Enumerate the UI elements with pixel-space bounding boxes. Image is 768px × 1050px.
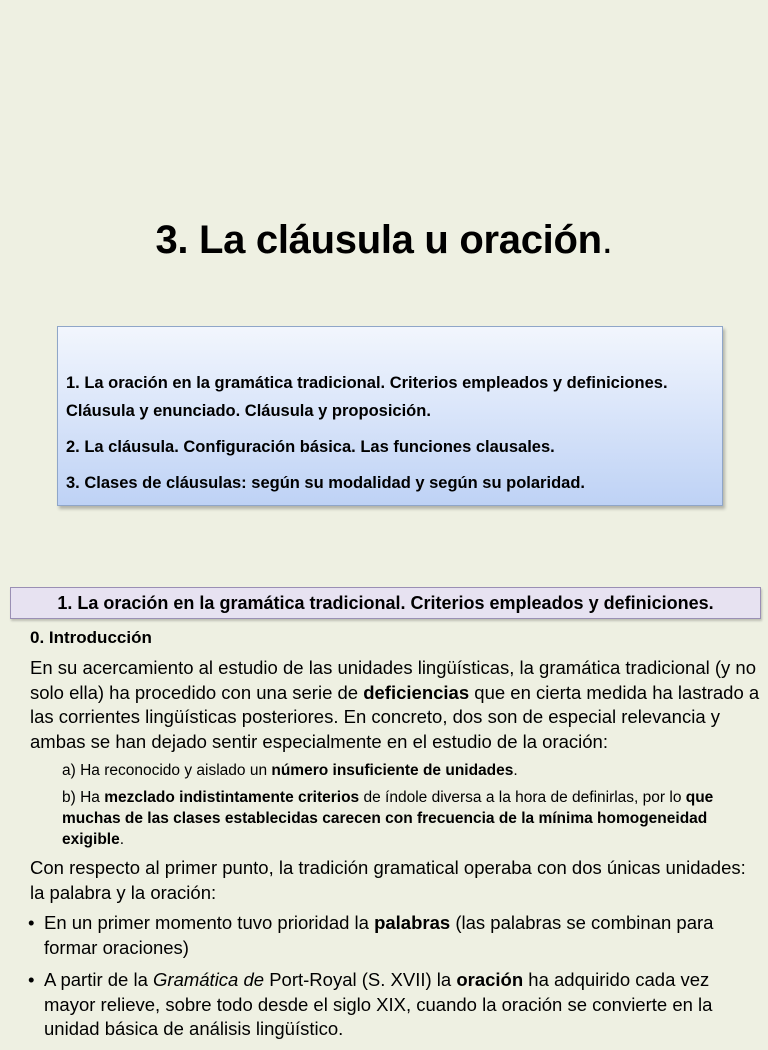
title-dot: . (601, 218, 613, 262)
bullet-icon: • (28, 912, 35, 933)
bullet-item-oracion: • A partir de la Gramática de Port-Royal (S. XVII) la oración ha adquirido cada vez mayor relieve, sobre todo desde el siglo XIX, cuando la oración se convierte en la unidad básica de análisis lingüístico. (28, 969, 713, 1039)
bullet-icon: • (28, 969, 35, 990)
toc-item-3: 3. Clases de cláusulas: según su modalidad y según su polaridad. (66, 474, 585, 492)
point-a: a) Ha reconocido y aislado un número insuficiente de unidades. (62, 762, 518, 779)
table-of-contents (57, 326, 723, 506)
point-b: b) Ha mezclado indistintamente criterios de índole diversa a la hora de definirlas, por lo que muchas de las clases establecidas carecen con frecuencia de la mínima homogeneidad exigible. (62, 789, 714, 848)
subheading: 0. Introducción (30, 628, 152, 647)
section-content (30, 626, 760, 1050)
units-paragraph: Con respecto al primer punto, la tradición gramatical operaba con dos únicas unidades: la palabra y la oración: (30, 857, 746, 903)
section-heading: 1. La oración en la gramática tradicional. Criterios empleados y definiciones. (10, 587, 761, 619)
toc-item-2: 2. La cláusula. Configuración básica. Las funciones clausales. (66, 438, 555, 456)
toc-item-1: 1. La oración en la gramática tradicional. Criterios empleados y definiciones. Cláusula y enunciado. Cláusula y proposición. (66, 374, 668, 420)
bullet-item-palabra: • En un primer momento tuvo prioridad la palabras (las palabras se combinan para formar oraciones) (28, 912, 714, 958)
slide-title: 3. La cláusula u oración. (155, 218, 613, 262)
intro-paragraph: En su acercamiento al estudio de las unidades lingüísticas, la gramática tradicional (y no solo ella) ha procedido con una serie de deficiencias que en cierta medida ha lastrado a las corrientes lingüísticas posteriores. En concreto, dos son de especial relevancia y ambas se han dejado sentir especialmente en el estudio de la oración: (30, 657, 760, 752)
